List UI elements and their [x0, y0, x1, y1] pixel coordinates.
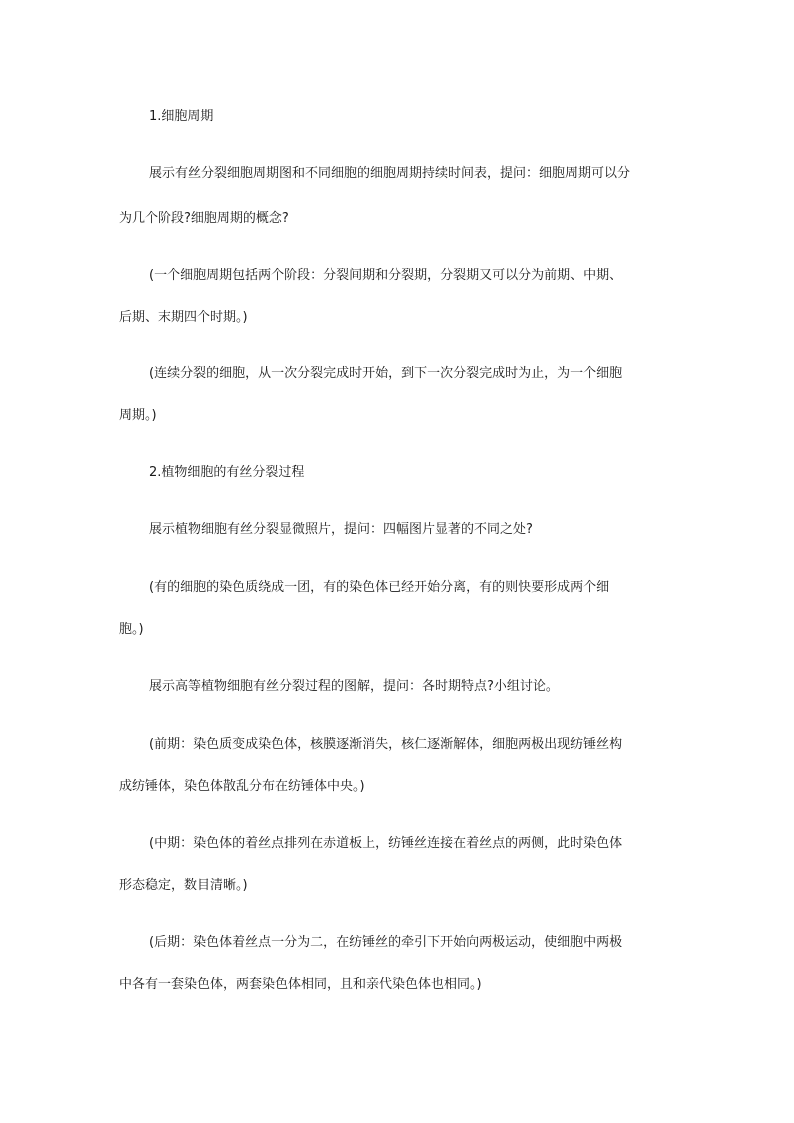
paragraph-line: 展示高等植物细胞有丝分裂过程的图解，提问：各时期特点?小组讨论。 — [149, 679, 559, 694]
paragraph-line: 为几个阶段?细胞周期的概念? — [119, 211, 289, 226]
paragraph-line: 胞。) — [119, 622, 144, 637]
section-heading-cell-cycle: 1.细胞周期 — [149, 109, 214, 124]
paragraph-line: 中各有一套染色体，两套染色体相同，且和亲代染色体也相同。) — [119, 977, 482, 992]
paragraph-line: 展示有丝分裂细胞周期图和不同细胞的细胞周期持续时间表，提问：细胞周期可以分 — [149, 166, 631, 181]
paragraph-line: (有的细胞的染色质绕成一团，有的染色体已经开始分离，有的则快要形成两个细 — [149, 580, 610, 595]
paragraph-line: (前期：染色质变成染色体，核膜逐渐消失，核仁逐渐解体，细胞两极出现纺锤丝构 — [149, 737, 623, 752]
paragraph-line: 周期。) — [119, 408, 157, 423]
paragraph-line: 成纺锤体，染色体散乱分布在纺锤体中央。) — [119, 779, 365, 794]
paragraph-line: (后期：染色体着丝点一分为二，在纺锤丝的牵引下开始向两极运动，使细胞中两极 — [149, 935, 623, 950]
paragraph-line: 形态稳定，数目清晰。) — [119, 878, 248, 893]
paragraph-line: (连续分裂的细胞，从一次分裂完成时开始，到下一次分裂完成时为止，为一个细胞 — [149, 366, 623, 381]
paragraph-line: (中期：染色体的着丝点排列在赤道板上，纺锤丝连接在着丝点的两侧，此时染色体 — [149, 836, 623, 851]
paragraph-line: 展示植物细胞有丝分裂显微照片，提问：四幅图片显著的不同之处? — [149, 522, 533, 537]
paragraph-line: 后期、末期四个时期。) — [119, 310, 248, 325]
paragraph-line: (一个细胞周期包括两个阶段：分裂间期和分裂期，分裂期又可以分为前期、中期、 — [149, 268, 623, 283]
section-heading-plant-mitosis: 2.植物细胞的有丝分裂过程 — [149, 465, 305, 480]
